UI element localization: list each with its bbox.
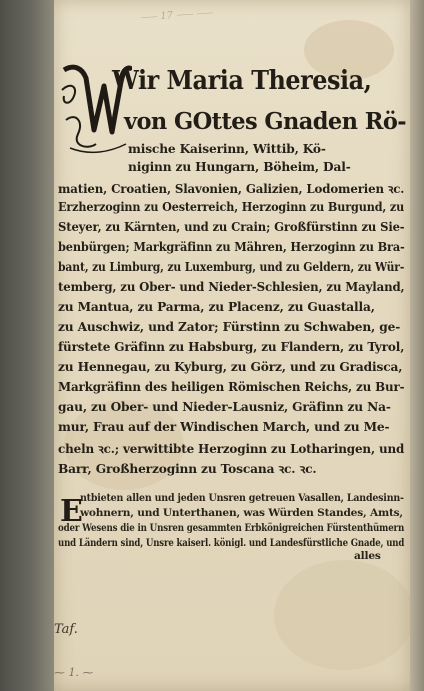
body-line: bant, zu Limburg, zu Luxemburg, und zu Geldern, zu Wür-: [58, 260, 405, 274]
document-page: [54, 0, 410, 691]
margin-annotation: Taf.: [54, 622, 78, 637]
body-line: Erzherzoginn zu Oesterreich, Herzoginn zu Burgund, zu: [58, 200, 405, 214]
scan-right-edge: [410, 0, 424, 691]
body-line: niginn zu Hungarn, Böheim, Dal-: [128, 160, 351, 174]
paragraph-line: alles: [354, 550, 381, 562]
paragraph-line: ntbieten allen und jeden Unsren getreuen Vasallen, Landesinn-: [80, 492, 404, 504]
body-line: mische Kaiserinn, Wittib, Kö-: [128, 142, 326, 156]
document-title-line-1: Wir Maria Theresia,: [112, 66, 372, 96]
body-line: cheln ꝛc.; verwittibte Herzoginn zu Lotharingen, und: [58, 442, 405, 456]
body-line: Steyer, zu Kärnten, und zu Crain; Großfürstinn zu Sie-: [58, 220, 405, 234]
body-line: temberg, zu Ober- und Nieder-Schlesien, zu Mayland,: [58, 280, 405, 294]
body-line: zu Auschwiz, und Zator; Fürstinn zu Schwaben, ge-: [58, 320, 401, 334]
paragraph-line: wohnern, und Unterthanen, was Würden Standes, Amts,: [80, 507, 403, 519]
decorative-initial-e: E: [60, 494, 83, 529]
body-line: zu Mantua, zu Parma, zu Placenz, zu Guastalla,: [58, 300, 375, 314]
archive-mark: ⸺ 17 ⸺ ⸺: [139, 7, 214, 24]
bottom-scribble: ⁓ 1. ⁓: [54, 666, 94, 679]
paragraph-line: und Ländern sind, Unsre kaiserl. königl. und Landesfürstliche Gnade, und: [58, 537, 405, 549]
paragraph-line: oder Wesens die in Unsren gesammten Erbkönigreichen Fürstenthümern: [58, 522, 405, 534]
body-line: zu Hennegau, zu Kyburg, zu Görz, und zu Gradisca,: [58, 360, 403, 374]
body-line: Markgräfinn des heiligen Römischen Reichs, zu Bur-: [58, 380, 405, 394]
body-line: benbürgen; Markgräfinn zu Mähren, Herzoginn zu Bra-: [58, 240, 405, 254]
body-line: fürstete Gräfinn zu Habsburg, zu Flandern, zu Tyrol,: [58, 340, 405, 354]
body-line: mur, Frau auf der Windischen March, und zu Me-: [58, 420, 390, 434]
body-line: Barr, Großherzoginn zu Toscana ꝛc. ꝛc.: [58, 462, 317, 476]
body-line: matien, Croatien, Slavonien, Galizien, Lodomerien ꝛc.: [58, 182, 405, 196]
paper-stain: [274, 560, 410, 670]
scan-left-edge: [0, 0, 54, 691]
document-title-line-2: von GOttes Gnaden Rö-: [124, 108, 407, 135]
body-line: gau, zu Ober- und Nieder-Lausniz, Gräfinn zu Na-: [58, 400, 391, 414]
